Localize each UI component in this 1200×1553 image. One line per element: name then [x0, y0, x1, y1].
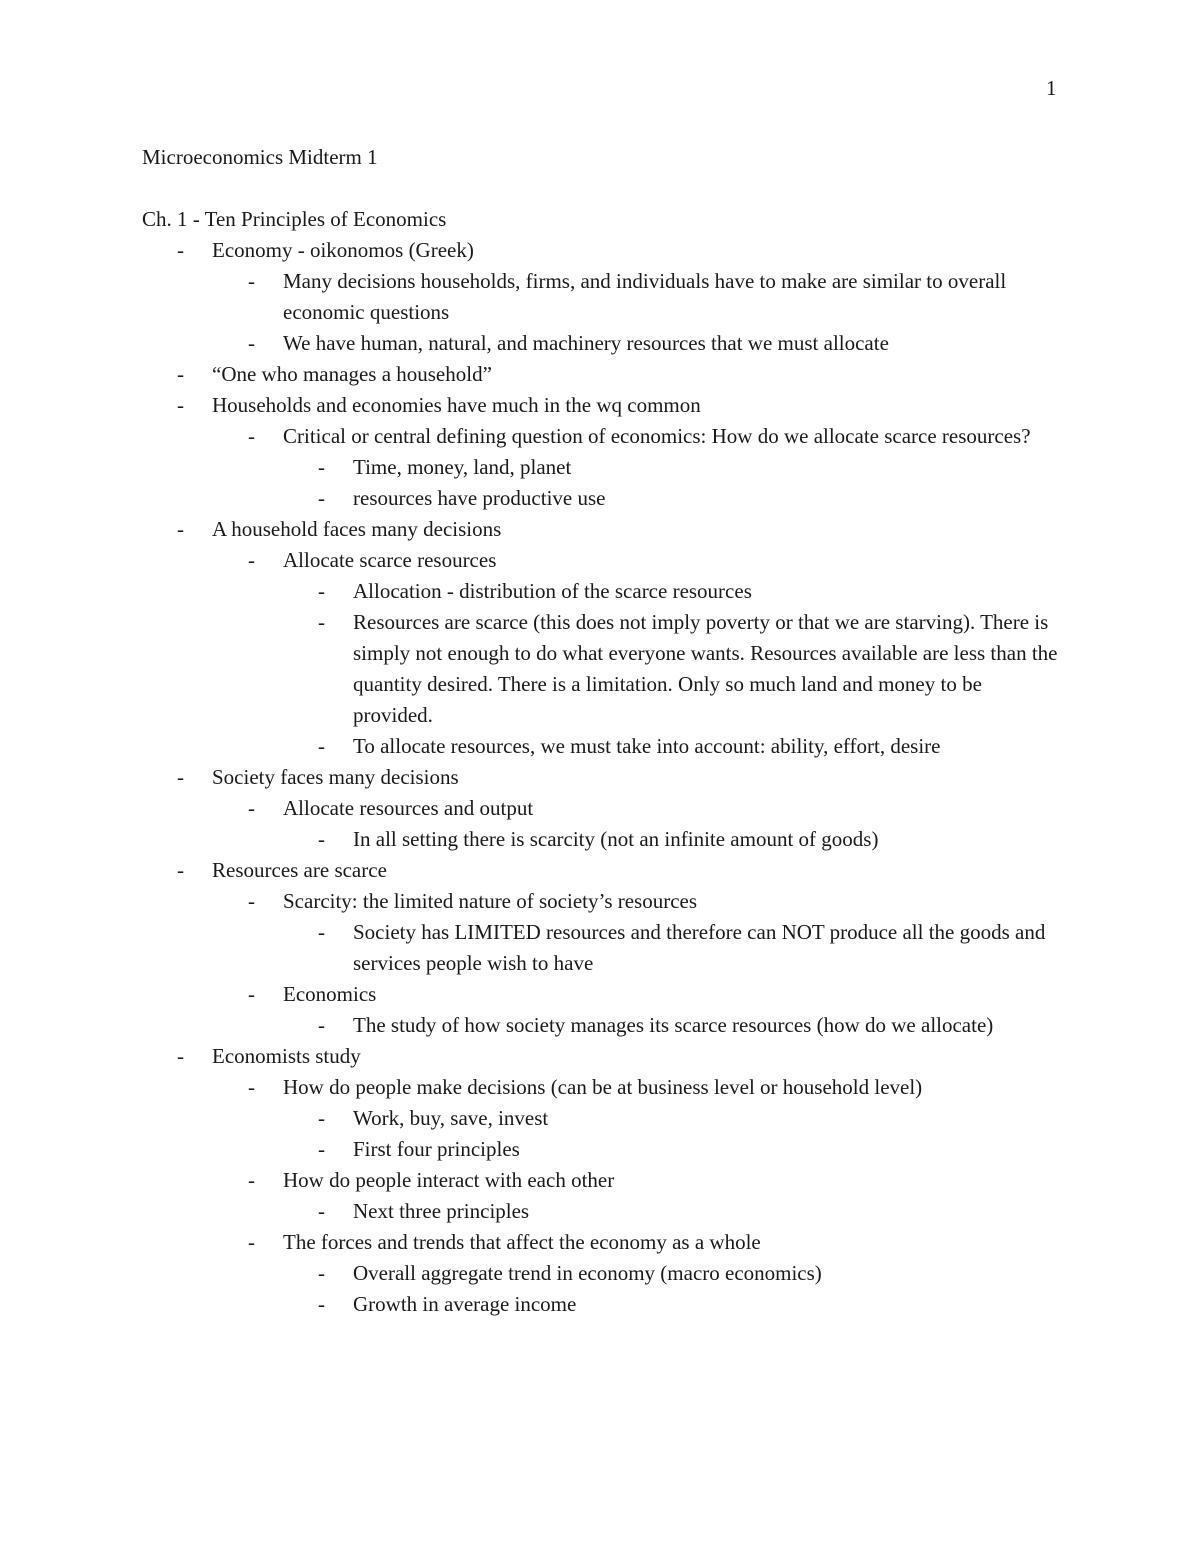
outline-item-level-2 [142, 1165, 1062, 1196]
outline-item-level-3 [142, 1134, 1062, 1165]
outline-item-level-3 [142, 824, 1062, 855]
bullet-dash: - [318, 1013, 325, 1037]
outline-item-text: Resources are scarce [212, 858, 387, 882]
bullet-dash: - [318, 1137, 325, 1161]
bullet-dash: - [248, 548, 255, 572]
bullet-dash: - [248, 982, 255, 1006]
outline-item-level-3 [142, 1289, 1062, 1320]
outline-item-level-3 [142, 1103, 1062, 1134]
bullet-dash: - [318, 455, 325, 479]
outline-item-text: Society faces many decisions [212, 765, 459, 789]
outline-item-text: A household faces many decisions [212, 517, 502, 541]
outline-item-text: Economists study [212, 1044, 361, 1068]
outline-item-text: Growth in average income [353, 1292, 577, 1316]
outline-item-level-2 [142, 545, 1062, 576]
bullet-dash: - [318, 610, 325, 634]
bullet-dash: - [177, 238, 184, 262]
outline-item-level-2 [142, 793, 1062, 824]
bullet-dash: - [248, 796, 255, 820]
outline-item-level-3 [142, 576, 1062, 607]
outline-item-text: Scarcity: the limited nature of society’s resources [283, 889, 698, 913]
outline-item-level-2 [142, 886, 1062, 917]
outline-item-text: The study of how society manages its scarce resources (how do we allocate) [353, 1013, 994, 1037]
bullet-dash: - [248, 889, 255, 913]
outline-item-text: Households and economies have much in the wq common [212, 393, 701, 417]
outline-item-level-1 [142, 514, 1062, 545]
bullet-dash: - [177, 858, 184, 882]
outline-item-text: Allocate resources and output [283, 796, 534, 820]
outline-item-text: Work, buy, save, invest [353, 1106, 549, 1130]
outline-item-level-2 [142, 1227, 1062, 1258]
bullet-dash: - [248, 1230, 255, 1254]
outline-item-text: Economics [283, 982, 377, 1006]
chapter-heading: Ch. 1 - Ten Principles of Economics [142, 207, 447, 231]
bullet-dash: - [318, 827, 325, 851]
page-number: 1 [1046, 76, 1057, 100]
bullet-dash: - [318, 486, 325, 510]
outline-item-level-1 [142, 855, 1062, 886]
outline-item-text: Critical or central defining question of economics: How do we allocate scarce resources? [283, 424, 1031, 448]
outline-item-text: How do people make decisions (can be at business level or household level) [283, 1075, 923, 1099]
bullet-dash: - [318, 579, 325, 603]
outline-item-level-2 [142, 421, 1062, 452]
bullet-dash: - [177, 362, 184, 386]
outline-item-text: Economy - oikonomos (Greek) [212, 238, 474, 262]
bullet-dash: - [177, 517, 184, 541]
notes-outline [142, 235, 1062, 1320]
document-title: Microeconomics Midterm 1 [142, 145, 378, 169]
bullet-dash: - [318, 1106, 325, 1130]
outline-item-level-1 [142, 235, 1062, 266]
outline-item-level-1 [142, 359, 1062, 390]
bullet-dash: - [177, 1044, 184, 1068]
bullet-dash: - [318, 920, 325, 944]
outline-item-text: Many decisions households, firms, and individuals have to make are similar to overall economic questions [283, 269, 1007, 324]
outline-item-level-3 [142, 1258, 1062, 1289]
outline-item-text: Allocation - distribution of the scarce resources [353, 579, 752, 603]
outline-item-text: “One who manages a household” [212, 362, 492, 386]
outline-item-level-1 [142, 762, 1062, 793]
outline-item-text: Society has LIMITED resources and therefore can NOT produce all the goods and services people wish to have [353, 920, 1046, 975]
outline-item-text: Overall aggregate trend in economy (macro economics) [353, 1261, 822, 1285]
outline-item-level-3 [142, 483, 1062, 514]
bullet-dash: - [318, 1292, 325, 1316]
outline-item-text: The forces and trends that affect the economy as a whole [283, 1230, 761, 1254]
outline-item-text: Allocate scarce resources [283, 548, 497, 572]
bullet-dash: - [248, 1168, 255, 1192]
outline-item-level-2 [142, 266, 1062, 328]
outline-item-level-1 [142, 390, 1062, 421]
outline-item-level-2 [142, 979, 1062, 1010]
bullet-dash: - [248, 331, 255, 355]
bullet-dash: - [248, 424, 255, 448]
bullet-dash: - [248, 1075, 255, 1099]
outline-item-level-1 [142, 1041, 1062, 1072]
outline-item-level-2 [142, 1072, 1062, 1103]
outline-item-text: resources have productive use [353, 486, 606, 510]
outline-item-level-2 [142, 328, 1062, 359]
bullet-dash: - [177, 765, 184, 789]
outline-item-level-3 [142, 731, 1062, 762]
outline-item-text: First four principles [353, 1137, 520, 1161]
outline-item-text: How do people interact with each other [283, 1168, 615, 1192]
outline-item-level-3 [142, 452, 1062, 483]
bullet-dash: - [318, 1261, 325, 1285]
outline-item-level-3 [142, 1010, 1062, 1041]
document-body [142, 142, 1062, 1320]
bullet-dash: - [248, 269, 255, 293]
outline-item-level-3 [142, 917, 1062, 979]
outline-item-text: To allocate resources, we must take into account: ability, effort, desire [353, 734, 941, 758]
outline-item-text: In all setting there is scarcity (not an infinite amount of goods) [353, 827, 879, 851]
outline-item-level-3 [142, 1196, 1062, 1227]
bullet-dash: - [318, 734, 325, 758]
outline-item-level-3 [142, 607, 1062, 731]
bullet-dash: - [177, 393, 184, 417]
bullet-dash: - [318, 1199, 325, 1223]
outline-item-text: We have human, natural, and machinery resources that we must allocate [283, 331, 889, 355]
outline-item-text: Resources are scarce (this does not imply poverty or that we are starving). There is simply not enough to do what everyone wants. Resources available are less than the quantity desired. There is a limitation. Only so much land and money to be provided. [353, 610, 1058, 727]
outline-item-text: Next three principles [353, 1199, 530, 1223]
outline-item-text: Time, money, land, planet [353, 455, 572, 479]
